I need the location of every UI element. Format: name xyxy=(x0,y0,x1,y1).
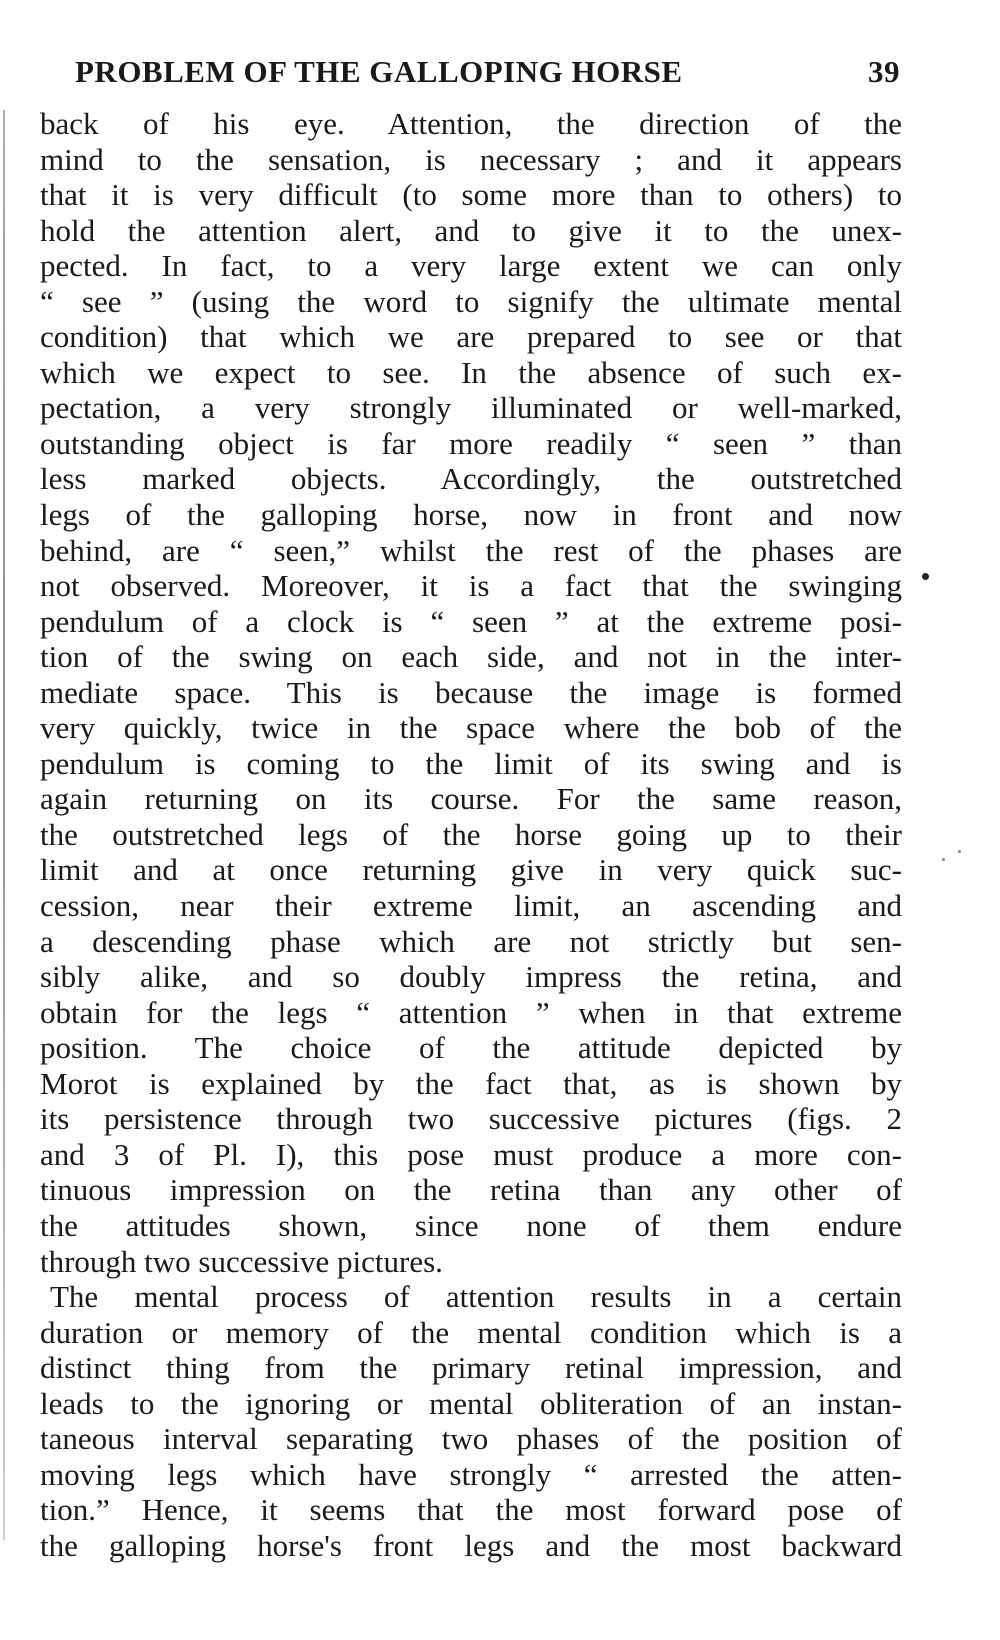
text-line: “ see ” (using the word to signify the ultimate mental xyxy=(40,283,902,319)
text-line: condition) that which we are prepared to see or that xyxy=(40,319,902,355)
text-line: pendulum is coming to the limit of its swing and is xyxy=(40,745,902,781)
text-line: mind to the sensation, is necessary ; and it appears xyxy=(40,141,902,177)
text-line: again returning on its course. For the same reason, xyxy=(40,781,902,817)
text-line: legs of the galloping horse, now in front and now xyxy=(40,497,902,533)
text-line: limit and at once returning give in very quick suc- xyxy=(40,852,902,888)
text-line: its persistence through two successive pictures (figs. 2 xyxy=(40,1101,902,1137)
text-line: moving legs which have strongly “ arrested the atten- xyxy=(40,1456,902,1492)
text-line: which we expect to see. In the absence of such ex- xyxy=(40,354,902,390)
text-line: not observed. Moreover, it is a fact that the swinging xyxy=(40,568,902,604)
text-body xyxy=(40,106,902,1563)
page-header xyxy=(75,50,900,94)
text-line: the galloping horse's front legs and the most backward xyxy=(40,1527,902,1563)
text-line: duration or memory of the mental condition which is a xyxy=(40,1314,902,1350)
text-line: pectation, a very strongly illuminated or well-marked, xyxy=(40,390,902,426)
scan-speck xyxy=(942,858,945,861)
text-line: distinct thing from the primary retinal impression, and xyxy=(40,1350,902,1386)
text-line: leads to the ignoring or mental obliteration of an instan- xyxy=(40,1385,902,1421)
margin-ink-mark xyxy=(922,573,929,580)
running-title: PROBLEM OF THE GALLOPING HORSE xyxy=(75,54,683,89)
text-line: tion of the swing on each side, and not in the inter- xyxy=(40,639,902,675)
scan-gutter-shadow xyxy=(3,110,5,1540)
text-line: pected. In fact, to a very large extent we can only xyxy=(40,248,902,284)
paragraph-end-line: through two successive pictures. xyxy=(40,1243,443,1279)
page-number: 39 xyxy=(868,54,900,89)
text-line: the attitudes shown, since none of them endure xyxy=(40,1207,902,1243)
scan-speck xyxy=(958,850,961,853)
text-line: that it is very difficult (to some more than to others) to xyxy=(40,177,902,213)
text-line: position. The choice of the attitude depicted by xyxy=(40,1030,902,1066)
text-line: tion.” Hence, it seems that the most forward pose of xyxy=(40,1492,902,1528)
text-line: and 3 of Pl. I), this pose must produce a more con- xyxy=(40,1136,902,1172)
text-line: sibly alike, and so doubly impress the retina, and xyxy=(40,959,902,995)
text-line: Morot is explained by the fact that, as is shown by xyxy=(40,1065,902,1101)
text-line: very quickly, twice in the space where the bob of the xyxy=(40,710,902,746)
text-line: tinuous impression on the retina than any other of xyxy=(40,1172,902,1208)
text-line: a descending phase which are not strictly but sen- xyxy=(40,923,902,959)
text-line: obtain for the legs “ attention ” when in that extreme xyxy=(40,994,902,1030)
text-line: behind, are “ seen,” whilst the rest of the phases are xyxy=(40,532,902,568)
text-line: mediate space. This is because the image is formed xyxy=(40,674,902,710)
text-line: taneous interval separating two phases of the position of xyxy=(40,1421,902,1457)
text-line: cession, near their extreme limit, an ascending and xyxy=(40,888,902,924)
paragraph-start-line: The mental process of attention results in a certain xyxy=(50,1279,902,1315)
text-line: outstanding object is far more readily “ seen ” than xyxy=(40,425,902,461)
text-line: pendulum of a clock is “ seen ” at the extreme posi- xyxy=(40,603,902,639)
text-line: the outstretched legs of the horse going up to their xyxy=(40,816,902,852)
text-line: less marked objects. Accordingly, the outstretched xyxy=(40,461,902,497)
text-line: back of his eye. Attention, the direction of the xyxy=(40,106,902,141)
text-line: hold the attention alert, and to give it to the unex- xyxy=(40,212,902,248)
